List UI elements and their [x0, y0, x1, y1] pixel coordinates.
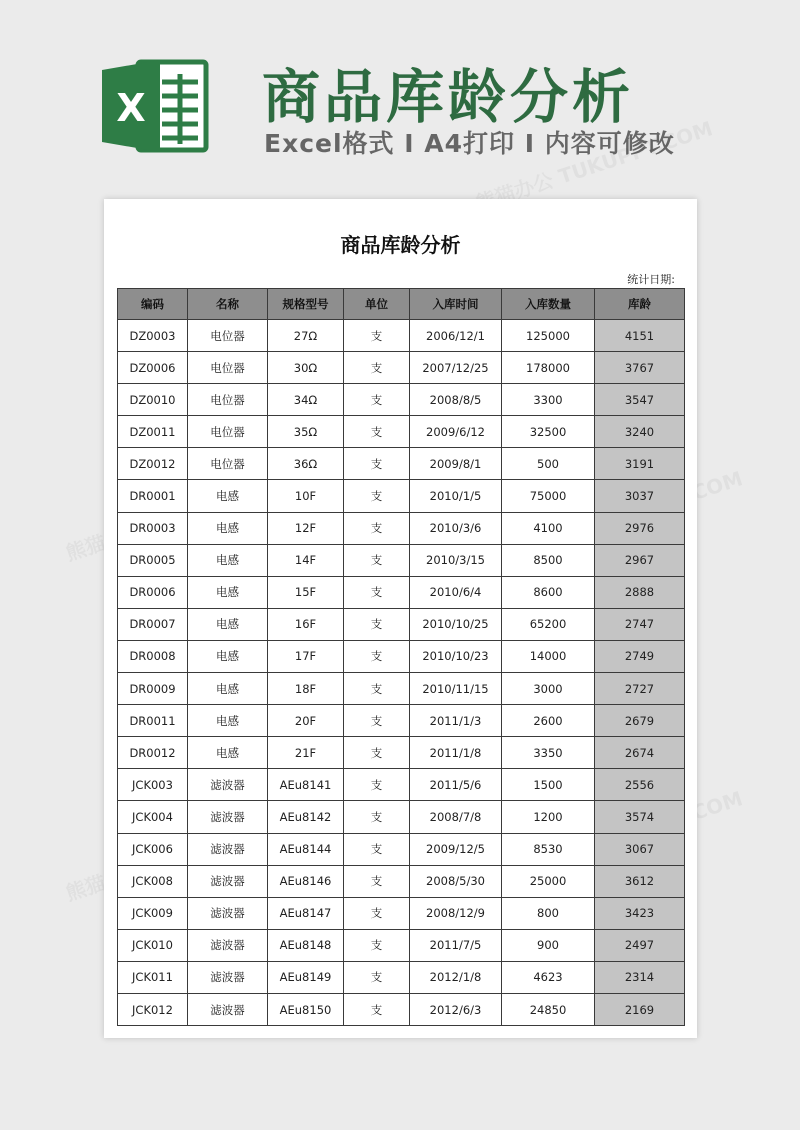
cell-name: 电感 [188, 480, 268, 512]
cell-code: JCK012 [118, 993, 188, 1025]
cell-age: 2679 [595, 705, 685, 737]
cell-in-qty: 500 [502, 448, 595, 480]
cell-name: 滤波器 [188, 961, 268, 993]
cell-in-date: 2010/11/15 [410, 673, 502, 705]
table-row [118, 833, 685, 865]
cell-unit: 支 [344, 993, 410, 1025]
logo-letter: X [116, 86, 146, 130]
table-row [118, 705, 685, 737]
cell-in-date: 2012/1/8 [410, 961, 502, 993]
cell-in-qty: 25000 [502, 865, 595, 897]
column-header-code: 编码 [118, 289, 188, 320]
cell-name: 滤波器 [188, 769, 268, 801]
column-header-age: 库龄 [595, 289, 685, 320]
cell-unit: 支 [344, 865, 410, 897]
cell-in-qty: 8500 [502, 544, 595, 576]
cell-code: DZ0011 [118, 416, 188, 448]
cell-unit: 支 [344, 640, 410, 672]
cell-code: JCK004 [118, 801, 188, 833]
cell-age: 2674 [595, 737, 685, 769]
table-row [118, 608, 685, 640]
cell-unit: 支 [344, 961, 410, 993]
cell-spec: 10F [268, 480, 344, 512]
cell-unit: 支 [344, 320, 410, 352]
table-row [118, 929, 685, 961]
cell-spec: 16F [268, 608, 344, 640]
cell-in-date: 2006/12/1 [410, 320, 502, 352]
cell-unit: 支 [344, 737, 410, 769]
cell-spec: AEu8149 [268, 961, 344, 993]
cell-in-date: 2010/3/6 [410, 512, 502, 544]
cell-in-date: 2010/10/23 [410, 640, 502, 672]
cell-in-date: 2010/10/25 [410, 608, 502, 640]
cell-code: JCK006 [118, 833, 188, 865]
cell-in-qty: 65200 [502, 608, 595, 640]
cell-code: DZ0003 [118, 320, 188, 352]
table-row [118, 384, 685, 416]
cell-unit: 支 [344, 384, 410, 416]
cell-in-qty: 178000 [502, 352, 595, 384]
table-row [118, 544, 685, 576]
cell-name: 电感 [188, 673, 268, 705]
cell-name: 滤波器 [188, 801, 268, 833]
column-header-name: 名称 [188, 289, 268, 320]
cell-in-date: 2011/5/6 [410, 769, 502, 801]
cell-spec: AEu8141 [268, 769, 344, 801]
document-title: 商品库龄分析 [340, 233, 461, 257]
cell-spec: 21F [268, 737, 344, 769]
cell-age: 3240 [595, 416, 685, 448]
cell-age: 2169 [595, 993, 685, 1025]
cell-unit: 支 [344, 705, 410, 737]
cell-unit: 支 [344, 897, 410, 929]
cell-name: 电位器 [188, 320, 268, 352]
cell-code: DZ0012 [118, 448, 188, 480]
cell-spec: AEu8150 [268, 993, 344, 1025]
cell-unit: 支 [344, 416, 410, 448]
table-row [118, 512, 685, 544]
cell-name: 电感 [188, 608, 268, 640]
cell-code: DR0011 [118, 705, 188, 737]
cell-code: DZ0010 [118, 384, 188, 416]
cell-spec: AEu8148 [268, 929, 344, 961]
cell-code: DR0001 [118, 480, 188, 512]
cell-spec: 34Ω [268, 384, 344, 416]
cell-name: 电位器 [188, 384, 268, 416]
cell-in-qty: 1200 [502, 801, 595, 833]
cell-spec: 27Ω [268, 320, 344, 352]
cell-in-date: 2011/1/3 [410, 705, 502, 737]
cell-spec: AEu8142 [268, 801, 344, 833]
column-header-spec: 规格型号 [268, 289, 344, 320]
inventory-age-table [117, 288, 685, 1026]
cell-spec: AEu8144 [268, 833, 344, 865]
cell-spec: 15F [268, 576, 344, 608]
cell-in-date: 2009/12/5 [410, 833, 502, 865]
cell-spec: 36Ω [268, 448, 344, 480]
cell-code: DR0012 [118, 737, 188, 769]
cell-name: 电位器 [188, 416, 268, 448]
cell-age: 3037 [595, 480, 685, 512]
table-row [118, 769, 685, 801]
cell-age: 3612 [595, 865, 685, 897]
cell-name: 电位器 [188, 448, 268, 480]
banner-title: 商品库龄分析 [262, 63, 635, 131]
cell-in-qty: 8600 [502, 576, 595, 608]
cell-age: 2967 [595, 544, 685, 576]
cell-in-qty: 4623 [502, 961, 595, 993]
cell-in-qty: 1500 [502, 769, 595, 801]
cell-unit: 支 [344, 929, 410, 961]
cell-name: 电感 [188, 640, 268, 672]
table-row [118, 673, 685, 705]
cell-code: JCK009 [118, 897, 188, 929]
cell-in-qty: 900 [502, 929, 595, 961]
cell-age: 4151 [595, 320, 685, 352]
cell-in-qty: 3300 [502, 384, 595, 416]
cell-in-date: 2008/8/5 [410, 384, 502, 416]
cell-age: 2747 [595, 608, 685, 640]
cell-code: DR0009 [118, 673, 188, 705]
cell-in-qty: 32500 [502, 416, 595, 448]
cell-code: DR0007 [118, 608, 188, 640]
cell-spec: 18F [268, 673, 344, 705]
cell-in-qty: 3350 [502, 737, 595, 769]
cell-code: DR0005 [118, 544, 188, 576]
cell-unit: 支 [344, 769, 410, 801]
cell-code: JCK003 [118, 769, 188, 801]
cell-in-date: 2009/6/12 [410, 416, 502, 448]
cell-in-date: 2010/1/5 [410, 480, 502, 512]
table-row [118, 897, 685, 929]
cell-unit: 支 [344, 608, 410, 640]
table-row [118, 416, 685, 448]
cell-in-qty: 3000 [502, 673, 595, 705]
cell-in-qty: 4100 [502, 512, 595, 544]
cell-in-date: 2011/7/5 [410, 929, 502, 961]
table-row [118, 352, 685, 384]
document-page [104, 199, 697, 1038]
cell-in-qty: 24850 [502, 993, 595, 1025]
cell-in-qty: 8530 [502, 833, 595, 865]
cell-code: JCK008 [118, 865, 188, 897]
cell-age: 2727 [595, 673, 685, 705]
cell-name: 滤波器 [188, 833, 268, 865]
cell-name: 滤波器 [188, 865, 268, 897]
cell-name: 电感 [188, 737, 268, 769]
cell-age: 2976 [595, 512, 685, 544]
cell-age: 3067 [595, 833, 685, 865]
cell-spec: 17F [268, 640, 344, 672]
table-row [118, 865, 685, 897]
banner-subtitle: Excel格式 I A4打印 I 内容可修改 [264, 129, 675, 158]
cell-in-date: 2008/5/30 [410, 865, 502, 897]
table-row [118, 640, 685, 672]
cell-in-qty: 2600 [502, 705, 595, 737]
table-row [118, 448, 685, 480]
table-header-row [118, 289, 685, 320]
cell-age: 3574 [595, 801, 685, 833]
cell-spec: AEu8146 [268, 865, 344, 897]
cell-in-date: 2008/7/8 [410, 801, 502, 833]
cell-code: DR0008 [118, 640, 188, 672]
cell-name: 电位器 [188, 352, 268, 384]
cell-unit: 支 [344, 544, 410, 576]
cell-age: 2888 [595, 576, 685, 608]
cell-age: 2314 [595, 961, 685, 993]
cell-in-qty: 14000 [502, 640, 595, 672]
cell-name: 电感 [188, 512, 268, 544]
cell-name: 滤波器 [188, 993, 268, 1025]
cell-in-date: 2011/1/8 [410, 737, 502, 769]
cell-age: 2749 [595, 640, 685, 672]
table-row [118, 993, 685, 1025]
cell-spec: 20F [268, 705, 344, 737]
cell-age: 3767 [595, 352, 685, 384]
cell-unit: 支 [344, 512, 410, 544]
cell-age: 3191 [595, 448, 685, 480]
cell-unit: 支 [344, 480, 410, 512]
cell-spec: 35Ω [268, 416, 344, 448]
table-row [118, 961, 685, 993]
stat-date-label: 统计日期: [627, 273, 675, 286]
cell-spec: AEu8147 [268, 897, 344, 929]
column-header-in-qty: 入库数量 [502, 289, 595, 320]
cell-unit: 支 [344, 833, 410, 865]
cell-code: JCK011 [118, 961, 188, 993]
cell-in-date: 2007/12/25 [410, 352, 502, 384]
cell-name: 电感 [188, 544, 268, 576]
cell-spec: 12F [268, 512, 344, 544]
cell-code: DZ0006 [118, 352, 188, 384]
table-body [118, 320, 685, 1026]
cell-unit: 支 [344, 673, 410, 705]
excel-logo-icon [100, 58, 210, 154]
column-header-unit: 单位 [344, 289, 410, 320]
cell-in-date: 2009/8/1 [410, 448, 502, 480]
table-row [118, 737, 685, 769]
cell-unit: 支 [344, 576, 410, 608]
cell-code: JCK010 [118, 929, 188, 961]
cell-in-qty: 800 [502, 897, 595, 929]
cell-spec: 30Ω [268, 352, 344, 384]
cell-unit: 支 [344, 352, 410, 384]
cell-unit: 支 [344, 801, 410, 833]
table-row [118, 320, 685, 352]
table-row [118, 480, 685, 512]
cell-in-date: 2012/6/3 [410, 993, 502, 1025]
cell-unit: 支 [344, 448, 410, 480]
cell-in-date: 2010/3/15 [410, 544, 502, 576]
cell-name: 电感 [188, 576, 268, 608]
cell-in-qty: 125000 [502, 320, 595, 352]
column-header-in-date: 入库时间 [410, 289, 502, 320]
cell-in-date: 2008/12/9 [410, 897, 502, 929]
table-row [118, 576, 685, 608]
cell-in-date: 2010/6/4 [410, 576, 502, 608]
cell-age: 2556 [595, 769, 685, 801]
cell-name: 滤波器 [188, 897, 268, 929]
cell-name: 滤波器 [188, 929, 268, 961]
cell-age: 3547 [595, 384, 685, 416]
cell-in-qty: 75000 [502, 480, 595, 512]
cell-spec: 14F [268, 544, 344, 576]
cell-name: 电感 [188, 705, 268, 737]
cell-age: 3423 [595, 897, 685, 929]
cell-code: DR0006 [118, 576, 188, 608]
cell-age: 2497 [595, 929, 685, 961]
cell-code: DR0003 [118, 512, 188, 544]
table-row [118, 801, 685, 833]
